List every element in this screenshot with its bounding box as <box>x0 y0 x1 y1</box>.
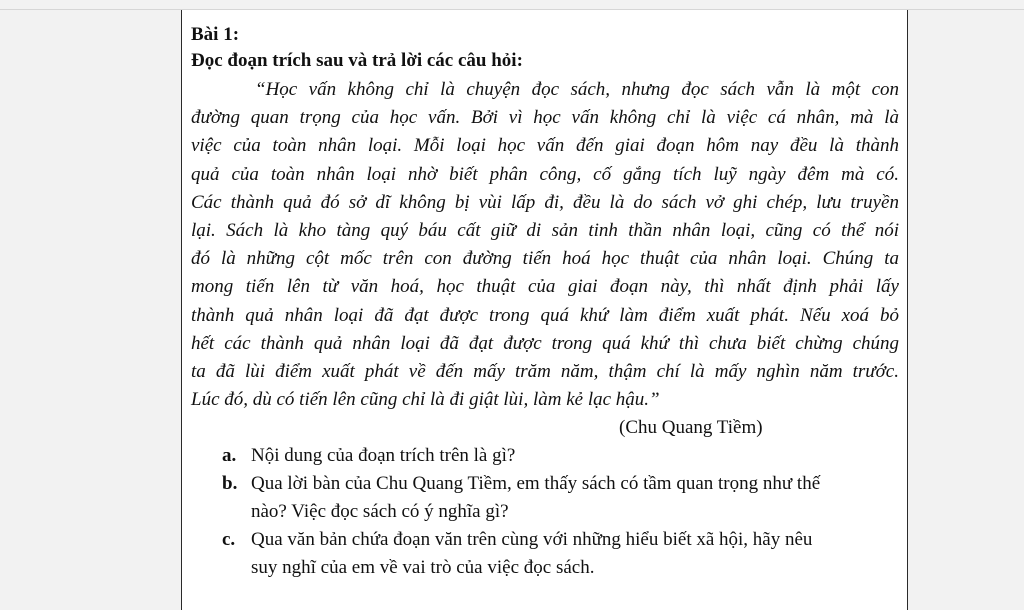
passage-line: đó là những cột mốc trên con đường tiến hoá học thuật của nhân loại. Chúng ta <box>191 248 899 270</box>
exercise-title: Bài 1: <box>191 24 240 45</box>
document-page <box>181 10 908 610</box>
question-marker: a. <box>222 445 237 467</box>
passage-line: thành quả nhân loại đã đạt được trong quá khứ làm điểm xuất phát. Nếu xoá bỏ <box>191 304 899 326</box>
question-list <box>191 442 899 582</box>
question-marker: c. <box>222 529 236 551</box>
question-item <box>191 442 899 470</box>
exercise-instruction: Đọc đoạn trích sau và trả lời các câu hỏi: <box>191 50 523 71</box>
passage-line: “Học vấn không chỉ là chuyện đọc sách, nhưng đọc sách vẫn là một con <box>255 79 899 100</box>
question-text: nào? Việc đọc sách có ý nghĩa gì? <box>251 501 509 523</box>
passage-line: việc của toàn nhân loại. Mỗi loại học vấn đến giai đoạn hôm nay đều là thành <box>191 135 899 157</box>
passage-line: đường quan trọng của học vấn. Bởi vì học vấn không chỉ là việc cá nhân, mà là <box>191 107 899 129</box>
excerpt-author: (Chu Quang Tiềm) <box>619 417 763 439</box>
question-text: Qua văn bản chứa đoạn văn trên cùng với những hiểu biết xã hội, hãy nêu <box>251 529 813 551</box>
question-text: Qua lời bàn của Chu Quang Tiềm, em thấy sách có tầm quan trọng như thế <box>251 473 821 495</box>
question-item <box>191 526 899 582</box>
passage-line: lại. Sách là kho tàng quý báu cất giữ di sản tinh thần nhân loại, cũng có thể nói <box>191 220 899 242</box>
question-item <box>191 470 899 526</box>
question-text: Nội dung của đoạn trích trên là gì? <box>251 445 516 467</box>
passage-line: hết các thành quả nhân loại đã đạt được trong quá khứ thì chưa biết chừng chúng <box>191 332 899 354</box>
passage-line: ta đã lùi điểm xuất phát về đến mấy trăm năm, thậm chí là mấy nghìn năm trước. <box>191 361 899 383</box>
question-marker: b. <box>222 473 238 495</box>
passage-line: mong tiến lên từ văn hoá, học thuật của giai đoạn này, thì nhất định phải lấy <box>191 276 899 298</box>
excerpt-passage <box>191 76 899 414</box>
passage-line: Các thành quả đó sở dĩ không bị vùi lấp đi, đều là do sách vở ghi chép, lưu truyền <box>191 191 899 213</box>
document-content <box>191 22 899 582</box>
question-text: suy nghĩ của em về vai trò của việc đọc sách. <box>251 557 595 579</box>
passage-line: quả của toàn nhân loại nhờ biết phân công, cố gắng tích luỹ ngày đêm mà có. <box>191 163 899 185</box>
passage-line: Lúc đó, dù có tiến lên cũng chỉ là đi giật lùi, làm kẻ lạc hậu.” <box>191 389 660 411</box>
